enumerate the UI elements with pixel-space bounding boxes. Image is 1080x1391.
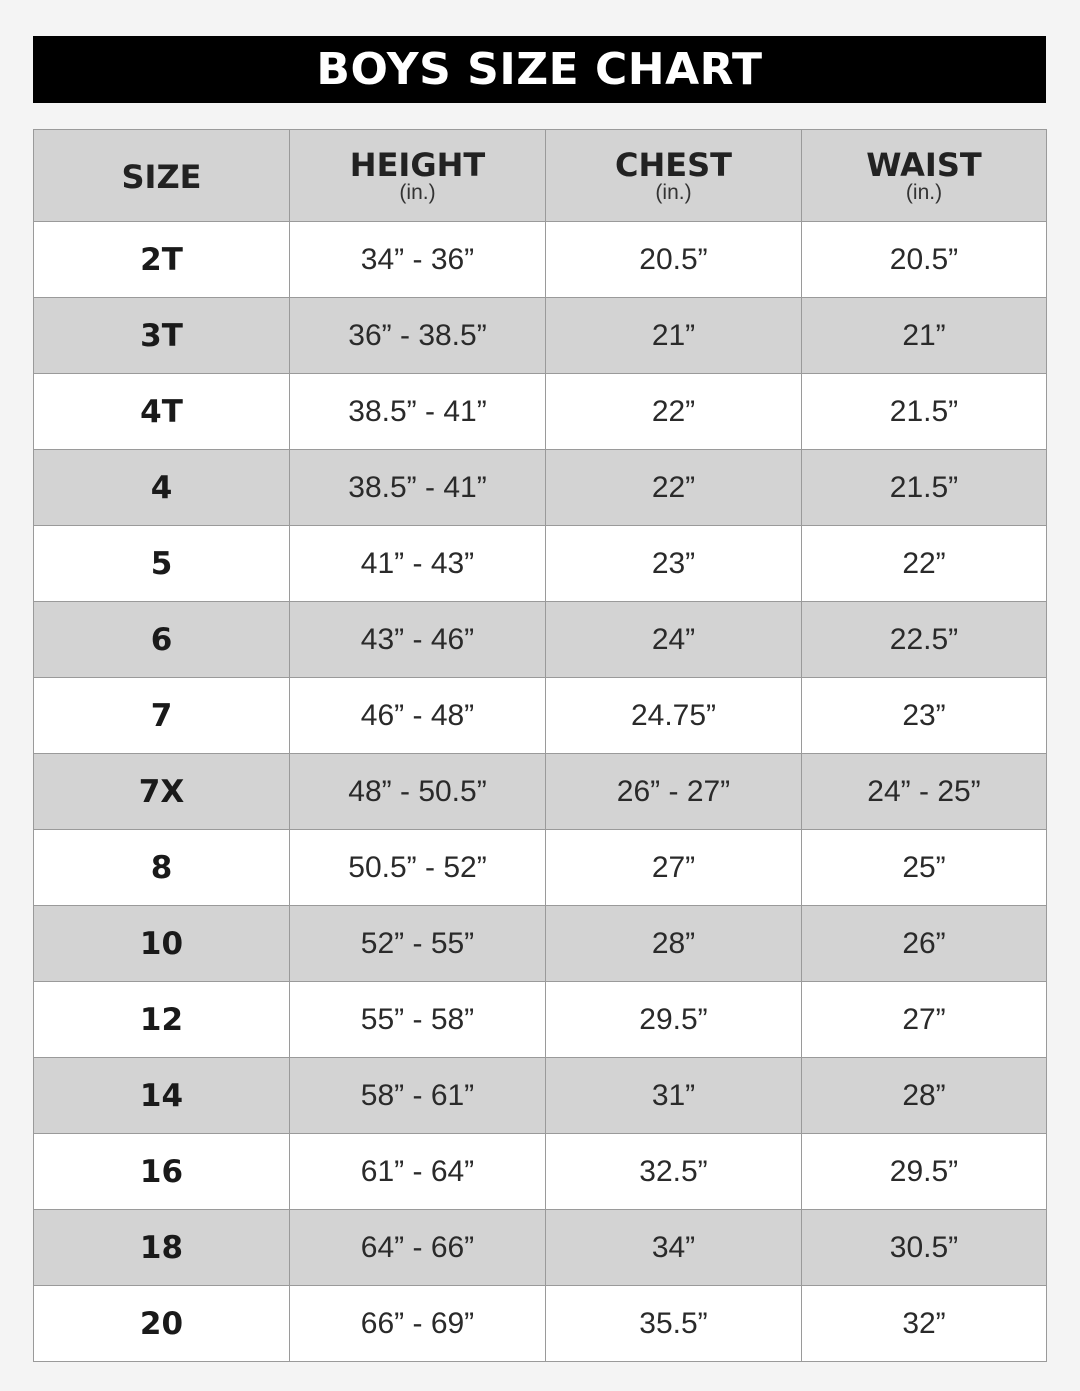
table-row — [34, 298, 1047, 374]
waist-cell: 26” — [802, 906, 1047, 982]
height-cell: 38.5” - 41” — [290, 374, 546, 450]
size-cell: 4 — [34, 450, 290, 526]
header-unit: (in.) — [905, 180, 943, 204]
height-cell: 48” - 50.5” — [290, 754, 546, 830]
table-row — [34, 754, 1047, 830]
height-cell: 38.5” - 41” — [290, 450, 546, 526]
waist-cell: 22” — [802, 526, 1047, 602]
header-label: SIZE — [121, 157, 202, 196]
header-unit: (in.) — [399, 180, 436, 204]
size-cell: 7X — [34, 754, 290, 830]
table-row — [34, 1286, 1047, 1362]
size-cell: 5 — [34, 526, 290, 602]
chest-cell: 22” — [546, 374, 802, 450]
waist-cell: 21” — [802, 298, 1047, 374]
size-cell: 6 — [34, 602, 290, 678]
height-cell: 64” - 66” — [290, 1210, 546, 1286]
waist-cell: 25” — [802, 830, 1047, 906]
waist-cell: 22.5” — [802, 602, 1047, 678]
chest-cell: 31” — [546, 1058, 802, 1134]
table-row — [34, 906, 1047, 982]
size-cell: 12 — [34, 982, 290, 1058]
chest-cell: 24” — [546, 602, 802, 678]
waist-cell: 30.5” — [802, 1210, 1047, 1286]
size-cell: 14 — [34, 1058, 290, 1134]
header-waist — [802, 130, 1047, 222]
waist-cell: 20.5” — [802, 222, 1047, 298]
size-cell: 7 — [34, 678, 290, 754]
chest-cell: 32.5” — [546, 1134, 802, 1210]
table-row — [34, 374, 1047, 450]
chest-cell: 24.75” — [546, 678, 802, 754]
size-cell: 10 — [34, 906, 290, 982]
table-row — [34, 526, 1047, 602]
waist-cell: 27” — [802, 982, 1047, 1058]
size-cell: 8 — [34, 830, 290, 906]
chest-cell: 22” — [546, 450, 802, 526]
waist-cell: 32” — [802, 1286, 1047, 1362]
size-cell: 20 — [34, 1286, 290, 1362]
chest-cell: 21” — [546, 298, 802, 374]
table-row — [34, 982, 1047, 1058]
height-cell: 34” - 36” — [290, 222, 546, 298]
chest-cell: 35.5” — [546, 1286, 802, 1362]
height-cell: 61” - 64” — [290, 1134, 546, 1210]
chest-cell: 26” - 27” — [546, 754, 802, 830]
header-height — [290, 130, 546, 222]
chest-cell: 29.5” — [546, 982, 802, 1058]
height-cell: 55” - 58” — [290, 982, 546, 1058]
chest-cell: 27” — [546, 830, 802, 906]
table-body — [34, 222, 1047, 1362]
chest-cell: 23” — [546, 526, 802, 602]
waist-cell: 21.5” — [802, 450, 1047, 526]
size-cell: 18 — [34, 1210, 290, 1286]
header-label: HEIGHT — [349, 145, 486, 184]
chest-cell: 34” — [546, 1210, 802, 1286]
header-size — [34, 130, 290, 222]
waist-cell: 21.5” — [802, 374, 1047, 450]
table-row — [34, 678, 1047, 754]
size-cell: 16 — [34, 1134, 290, 1210]
height-cell: 36” - 38.5” — [290, 298, 546, 374]
waist-cell: 29.5” — [802, 1134, 1047, 1210]
header-unit: (in.) — [655, 180, 692, 204]
table-row — [34, 1134, 1047, 1210]
table-row — [34, 830, 1047, 906]
chest-cell: 20.5” — [546, 222, 802, 298]
table-row — [34, 1210, 1047, 1286]
height-cell: 66” - 69” — [290, 1286, 546, 1362]
height-cell: 41” - 43” — [290, 526, 546, 602]
page-title: BOYS SIZE CHART — [33, 36, 1046, 103]
waist-cell: 23” — [802, 678, 1047, 754]
height-cell: 50.5” - 52” — [290, 830, 546, 906]
height-cell: 58” - 61” — [290, 1058, 546, 1134]
header-label: WAIST — [866, 145, 982, 184]
header-label: CHEST — [615, 145, 732, 184]
height-cell: 52” - 55” — [290, 906, 546, 982]
table-row — [34, 602, 1047, 678]
header-chest — [546, 130, 802, 222]
header-row — [34, 130, 1047, 222]
size-cell: 2T — [34, 222, 290, 298]
height-cell: 43” - 46” — [290, 602, 546, 678]
table-row — [34, 222, 1047, 298]
height-cell: 46” - 48” — [290, 678, 546, 754]
size-cell: 4T — [34, 374, 290, 450]
chest-cell: 28” — [546, 906, 802, 982]
table-row — [34, 450, 1047, 526]
table-row — [34, 1058, 1047, 1134]
waist-cell: 24” - 25” — [802, 754, 1047, 830]
waist-cell: 28” — [802, 1058, 1047, 1134]
size-cell: 3T — [34, 298, 290, 374]
size-chart-table — [33, 129, 1047, 1362]
